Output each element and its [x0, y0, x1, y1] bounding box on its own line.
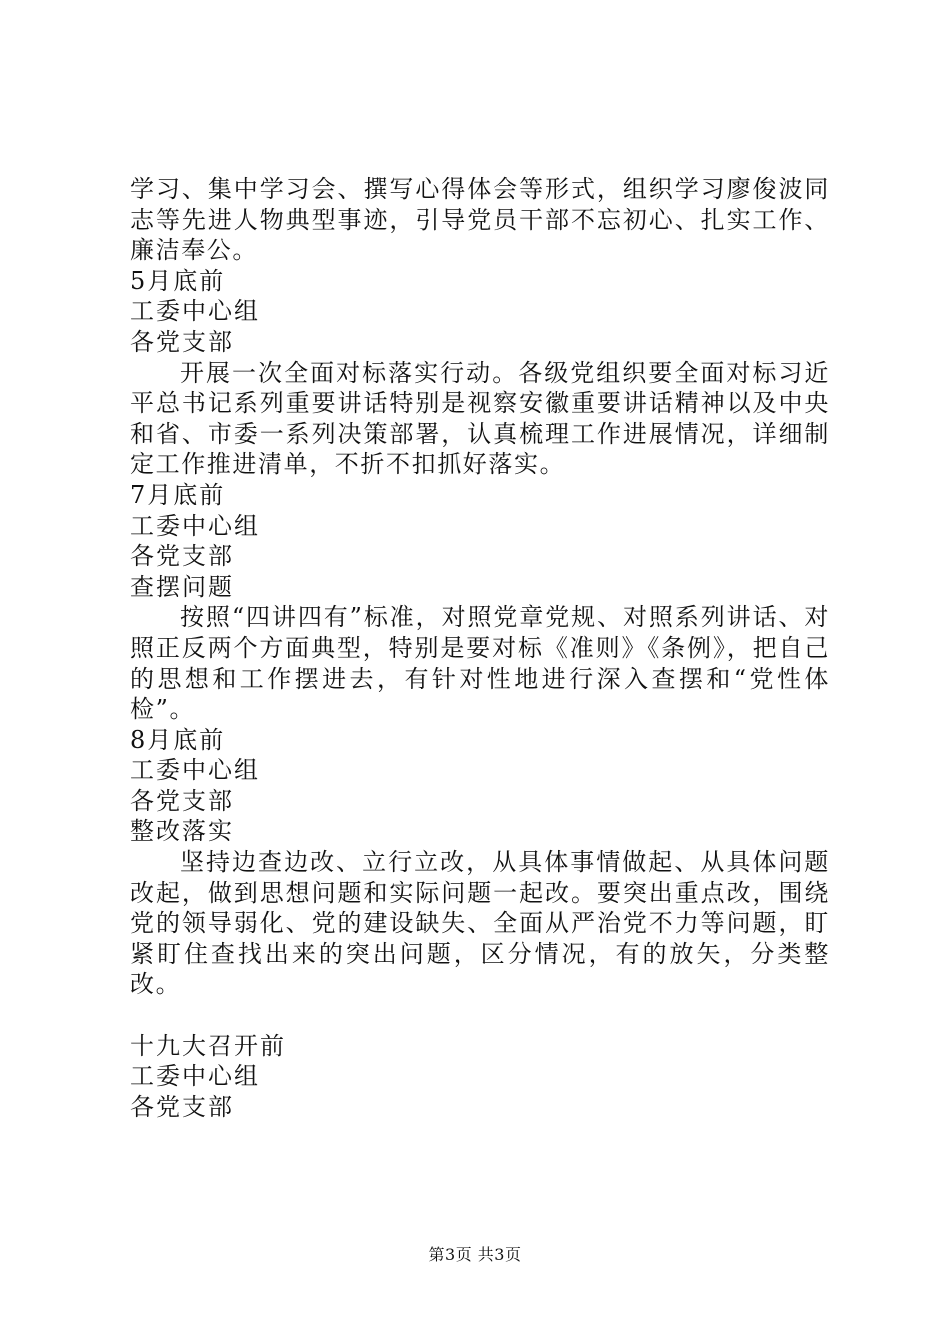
schedule-item: 十九大召开前	[130, 1031, 286, 1060]
schedule-item: 7月底前	[130, 480, 226, 509]
schedule-item: 整改落实	[130, 817, 234, 846]
body-paragraph: 按照“四讲四有”标准，对照党章党规、对照系列讲话、对照正反两个方面典型，特别是要对标《准则》《条例》，把自己的思想和工作摆进去，有针对性地进行深入查摆和“党性体检”。	[130, 603, 830, 724]
schedule-item: 各党支部	[130, 1092, 234, 1121]
page-footer: 第3页 共3页	[428, 1245, 522, 1264]
body-paragraph: 坚持边查边改、立行立改，从具体事情做起、从具体问题改起，做到思想问题和实际问题一起改。要突出重点改，围绕党的领导弱化、党的建设缺失、全面从严治党不力等问题，盯紧盯住查找出来的突出问题，区分情况，有的放矢，分类整改。	[130, 848, 830, 999]
schedule-item: 工委中心组	[130, 511, 260, 540]
schedule-item: 各党支部	[130, 542, 234, 571]
schedule-item: 5月底前	[130, 266, 226, 295]
schedule-item: 查摆问题	[130, 572, 234, 601]
body-paragraph: 开展一次全面对标落实行动。各级党组织要全面对标习近平总书记系列重要讲话特别是视察安徽重要讲话精神以及中央和省、市委一系列决策部署，认真梳理工作进展情况，详细制定工作推进清单，不折不扣抓好落实。	[130, 358, 830, 479]
schedule-item: 各党支部	[130, 786, 234, 815]
schedule-item: 8月底前	[130, 725, 226, 754]
schedule-item: 工委中心组	[130, 756, 260, 785]
document-body	[130, 174, 830, 1122]
schedule-item: 工委中心组	[130, 1062, 260, 1091]
body-paragraph: 学习、集中学习会、撰写心得体会等形式，组织学习廖俊波同志等先进人物典型事迹，引导党员干部不忘初心、扎实工作、廉洁奉公。	[130, 175, 830, 265]
schedule-item: 各党支部	[130, 327, 234, 356]
schedule-item: 工委中心组	[130, 297, 260, 326]
blank-line	[130, 1000, 830, 1031]
